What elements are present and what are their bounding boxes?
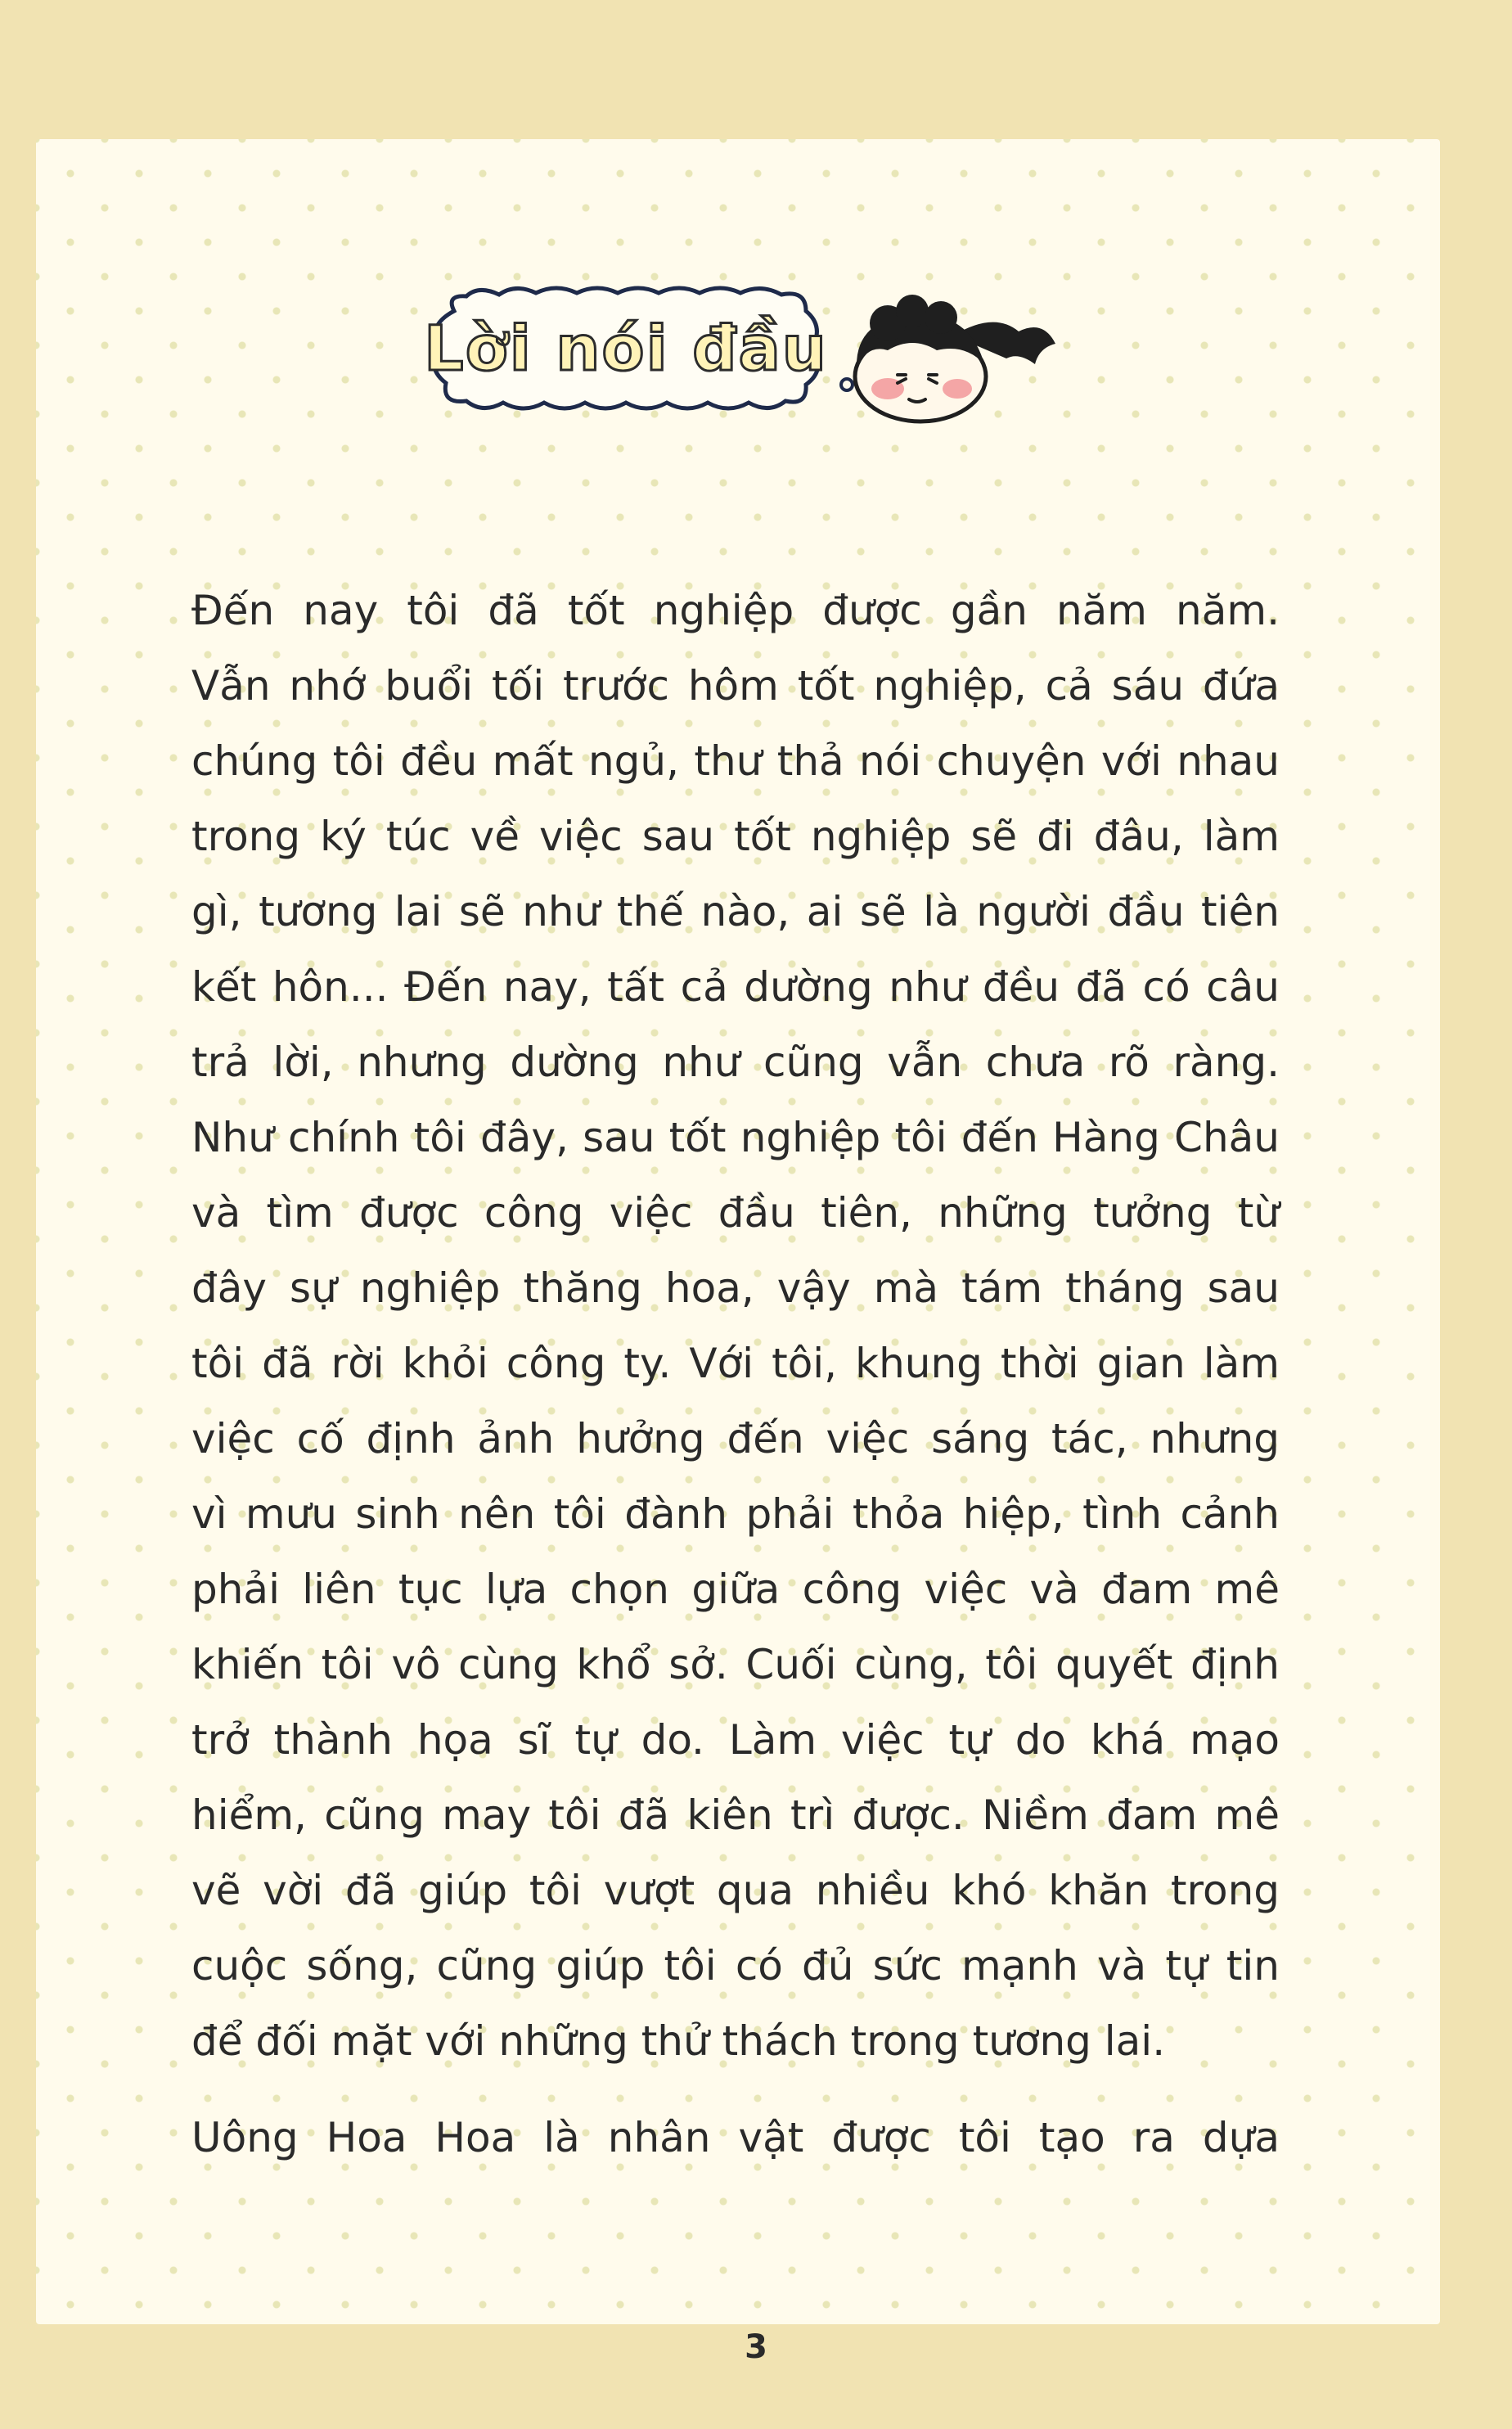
paragraph-2: [191, 2100, 1280, 2175]
text-line: phải liên tục lựa chọn giữa công việc và đam mê: [191, 1566, 1280, 1613]
text-line: Vẫn nhớ buổi tối trước hôm tốt nghiệp, cả sáu đứa: [191, 662, 1280, 710]
page-number: 3: [745, 2328, 767, 2366]
text-line: và tìm được công việc đầu tiên, những tưởng từ: [191, 1189, 1280, 1237]
text-line: kết hôn... Đến nay, tất cả dường như đều đã có câu: [191, 963, 1280, 1011]
text-line: khiến tôi vô cùng khổ sở. Cuối cùng, tôi quyết định: [191, 1641, 1280, 1688]
paragraph-gap: [191, 2079, 1280, 2100]
text-line: gì, tương lai sẽ như thế nào, ai sẽ là người đầu tiên: [191, 888, 1280, 935]
text-line: trả lời, nhưng dường như cũng vẫn chưa rõ ràng.: [191, 1039, 1280, 1086]
text-line: trở thành họa sĩ tự do. Làm việc tự do khá mạo: [191, 1716, 1280, 1764]
text-line: hiểm, cũng may tôi đã kiên trì được. Niềm đam mê: [191, 1791, 1280, 1839]
text-line: chúng tôi đều mất ngủ, thư thả nói chuyện với nhau: [191, 737, 1280, 785]
text-line: việc cố định ảnh hưởng đến việc sáng tác, nhưng: [191, 1415, 1280, 1462]
text-line: Như chính tôi đây, sau tốt nghiệp tôi đến Hàng Châu: [191, 1114, 1280, 1161]
text-line: để đối mặt với những thử thách trong tương lai.: [191, 2017, 1166, 2065]
text-line: tôi đã rời khỏi công ty. Với tôi, khung thời gian làm: [191, 1340, 1280, 1387]
text-line: Đến nay tôi đã tốt nghiệp được gần năm năm.: [191, 587, 1280, 634]
title-banner: [421, 278, 1060, 417]
text-line: đây sự nghiệp thăng hoa, vậy mà tám tháng sau: [191, 1264, 1280, 1312]
text-line: trong ký túc về việc sau tốt nghiệp sẽ đi đâu, làm: [191, 813, 1280, 860]
text-line: vì mưu sinh nên tôi đành phải thỏa hiệp, tình cảnh: [191, 1490, 1280, 1538]
text-line: vẽ vời đã giúp tôi vượt qua nhiều khó khăn trong: [191, 1867, 1280, 1914]
body-text: [191, 573, 1280, 2175]
girl-face-icon: [830, 286, 1068, 426]
paragraph-1: [191, 573, 1280, 2079]
text-line: cuộc sống, cũng giúp tôi có đủ sức mạnh và tự tin: [191, 1942, 1280, 1990]
page-title: Lời nói đầu: [424, 311, 828, 385]
text-line: Uông Hoa Hoa là nhân vật được tôi tạo ra dựa: [191, 2114, 1280, 2161]
